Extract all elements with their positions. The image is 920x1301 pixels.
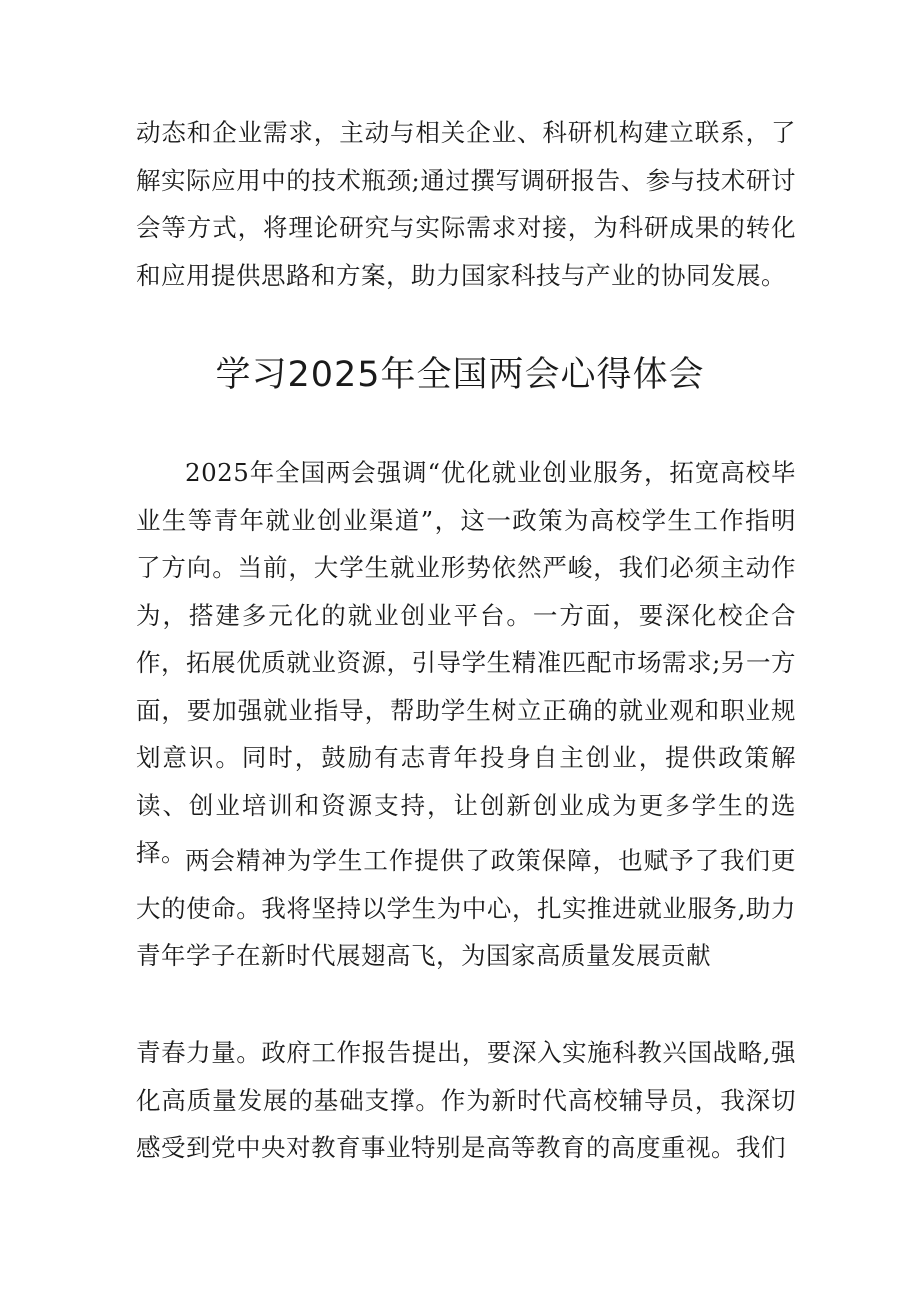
body-paragraph-1: 2025年全国两会强调“优化就业创业服务，拓宽高校毕业生等青年就业创业渠道”，这一政策为高校学生工作指明了方向。当前，大学生就业形势依然严峻，我们必须主动作为，搭建多元化的就业创业平台。一方面，要深化校企合作，拓展优质就业资源，引导学生精准匹配市场需求;另一方面，要加强就业指导，帮助学生树立正确的就业观和职业规划意识。同时，鼓励有志青年投身自主创业，提供政策解读、创业培训和资源支持，让创新创业成为更多学生的选择。 [136, 458, 796, 867]
body-paragraph-3: 青春力量。政府工作报告提出，要深入实施科教兴国战略,强化高质量发展的基础支撑。作为新时代高校辅导员，我深切感受到党中央对教育事业特别是高等教育的高度重视。我们 [136, 1038, 796, 1162]
body-paragraph-2: 两会精神为学生工作提供了政策保障，也赋予了我们更大的使命。我将坚持以学生为中心，扎实推进就业服务,助力青年学子在新时代展翅高飞，为国家高质量发展贡献 [136, 846, 796, 970]
document-title: 学习2025年全国两会心得体会 [215, 355, 705, 395]
continued-paragraph: 动态和企业需求，主动与相关企业、科研机构建立联系，了解实际应用中的技术瓶颈;通过撰写调研报告、参与技术研讨会等方式，将理论研究与实际需求对接，为科研成果的转化和应用提供思路和方案，助力国家科技与产业的协同发展。 [136, 118, 796, 290]
